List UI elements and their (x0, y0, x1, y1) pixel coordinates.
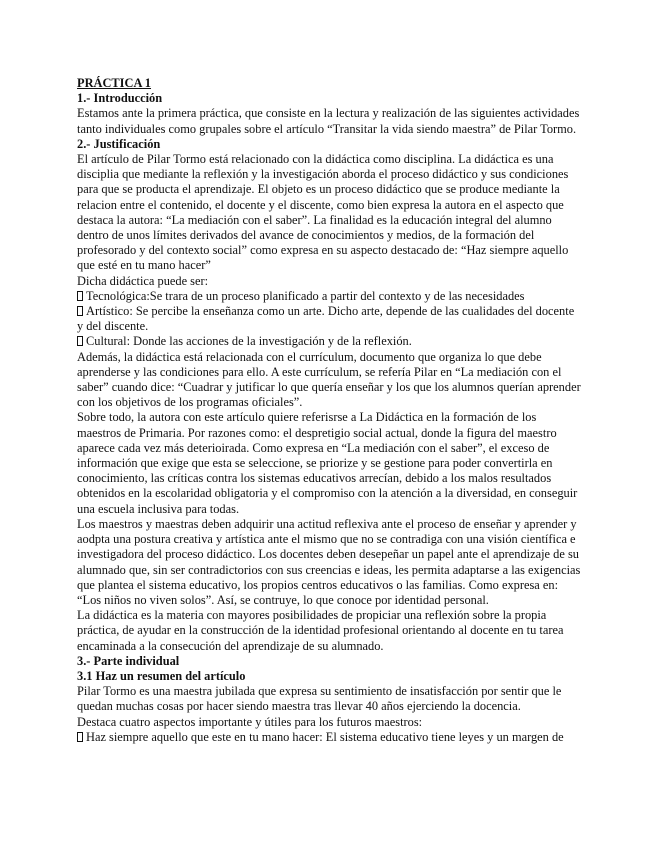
list-item-text: Artístico: Se percibe la enseñanza como un arte. Dicho arte, depende de las cualidades del docente y del discente. (77, 304, 575, 334)
list-item-text: Tecnológica:Se trara de un proceso planificado a partir del contexto y de las necesidades (86, 288, 525, 303)
paragraph-justificacion-1: El artículo de Pilar Tormo está relacionado con la didáctica como disciplina. La didáctica es una disciplia que mediante la reflexión y la investigación aborda el proceso didáctico y sus condiciones para que se producta el aprendizaje. El objeto es un proceso didáctico que se produce mediante la relacion entre el contenido, el docente y el discente, como bien expresa la autora en el aspecto que destaca la autora: “La mediación con el saber”. La finalidad es la educación integral del alumno dentro de unos límites derivados del avance de conocimientos y medios, de la formación del profesorado y del contexto social” como expresa en su aspecto destacado de: “Haz siempre aquello que esté en tu mano hacer” (77, 152, 569, 273)
list-item-cultural (77, 334, 582, 349)
paragraph-justificacion-5: Los maestros y maestras deben adquirir una actitud reflexiva ante el proceso de enseñar y aprender y aodpta una postura creativa y artística ante el mismo que no se contradiga con una visión científica e investigadora del proceso didáctico. Los docentes deben desepeñar un papel ante el aprendizaje de su alumnado que, sin ser contradictorios con sus creencias e ideas, les permita adaptarse a las exigencias que plantea el sistema educativo, los propios centros educativos o las familias. Como expresa en: “Los niños no viven solos”. Así, se contruye, lo que conoce por identidad personal. (77, 516, 581, 607)
bullet-box-icon (77, 336, 83, 346)
paragraph-justificacion-2: Dicha didáctica puede ser: (77, 273, 209, 288)
list-item-artistico (77, 304, 582, 334)
paragraph-introduccion: Estamos ante la primera práctica, que consiste en la lectura y realización de las siguientes actividades tanto individuales como grupales sobre el artículo “Transitar la vida siendo maestra” de Pilar Tormo. (77, 106, 580, 136)
list-item-haz-siempre (77, 730, 582, 745)
paragraph-justificacion-4: Sobre todo, la autora con este artículo quiere referisrse a La Didáctica en la formación de los maestros de Primaria. Por razones como: el despretigio social actual, donde la figura del maestro aparece cada vez más deterioirada. Como expresa en “La mediación con el saber”, el exceso de información que exige que esta se seleccione, se priorize y se gestione para poder convertirla en conocimiento, las críticas contra los sistemas educativos arrecían, debido a los malos resultados obtenidos en la escolaridad obligatoria y el compromiso con la atención a la diversidad, en conseguir una escuela inclusiva para todas. (77, 410, 578, 516)
bullet-box-icon (77, 306, 83, 316)
paragraph-justificacion-3: Además, la didáctica está relacionada con el currículum, documento que organiza lo que debe aprenderse y las condiciones para ello. A este currículum, se refería Pilar en “La mediación con el saber” cuando dice: “Cuadrar y jutificar lo que quería enseñar y los que los alumnos querían aprender con los objetivos de los programas oficiales”. (77, 349, 581, 410)
document-title: PRÁCTICA 1 (77, 76, 152, 90)
bullet-box-icon (77, 732, 83, 742)
section-heading-introduccion: 1.- Introducción (77, 91, 163, 106)
list-item-tecnologica (77, 289, 582, 304)
section-heading-parte-individual: 3.- Parte individual (77, 653, 180, 668)
bullet-box-icon (77, 291, 83, 301)
document-page (77, 76, 582, 745)
section-heading-justificacion: 2.- Justificación (77, 136, 161, 151)
paragraph-resumen-1: Pilar Tormo es una maestra jubilada que expresa su sentimiento de insatisfacción por sentir que le quedan muchas cosas por hacer siendo maestra tras llevar 40 años ejerciendo la docencia. (77, 684, 562, 714)
paragraph-resumen-2: Destaca cuatro aspectos importante y útiles para los futuros maestros: (77, 714, 423, 729)
list-item-text: Haz siempre aquello que este en tu mano hacer: El sistema educativo tiene leyes y un margen de (86, 729, 564, 744)
section-heading-resumen: 3.1 Haz un resumen del artículo (77, 668, 246, 683)
paragraph-justificacion-6: La didáctica es la materia con mayores posibilidades de propiciar una reflexión sobre la propia práctica, de ayudar en la construcción de la identidad profesional orientando al docente en tu tarea encaminada a la consecución del aprendizaje de su alumnado. (77, 608, 564, 653)
list-item-text: Cultural: Donde las acciones de la investigación y de la reflexión. (86, 334, 412, 349)
